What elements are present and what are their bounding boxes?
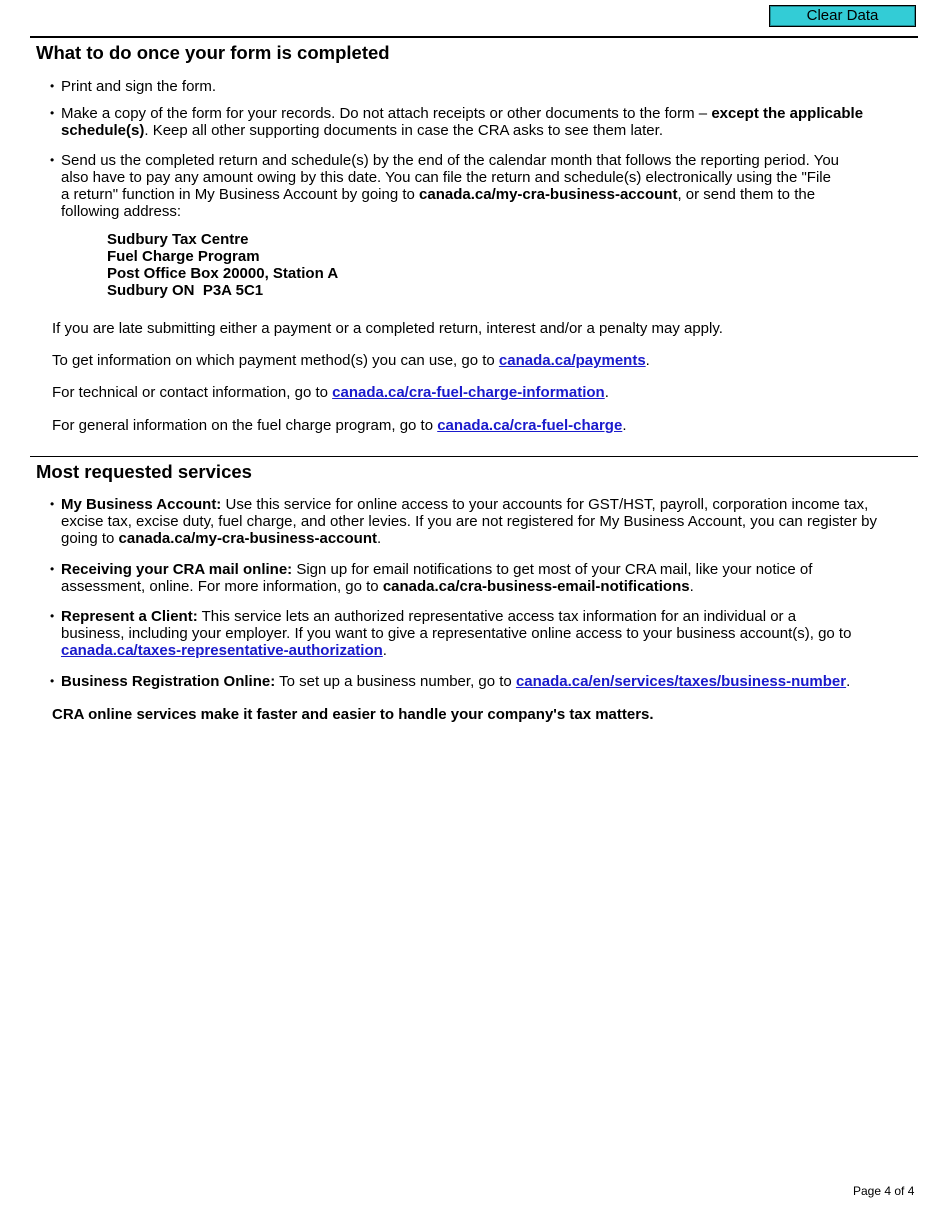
mailing-address: Sudbury Tax Centre Fuel Charge Program Post Office Box 20000, Station A Sudbury ON P3A 5C1 xyxy=(107,231,339,299)
representative-authorization-link[interactable]: canada.ca/taxes-representative-authorization xyxy=(61,642,383,659)
payments-link[interactable]: canada.ca/payments xyxy=(498,352,646,369)
technical-info: For technical or contact information, go to canada.ca/cra-fuel-charge-information. xyxy=(52,384,609,401)
fuel-charge-information-link[interactable]: canada.ca/cra-fuel-charge-information xyxy=(332,384,605,401)
clear-data-button[interactable]: Clear Data xyxy=(769,5,916,27)
section-divider xyxy=(30,36,918,38)
list-item: • Represent a Client: This service lets an authorized representative access tax information for an individual or a business, including your employer. If you want to give a representative online access to your business account(s), go to canada.ca/taxes-representative-authorization. xyxy=(61,608,861,659)
section-title-completed: What to do once your form is completed xyxy=(36,42,390,63)
list-item: • Receiving your CRA mail online: Sign up for email notifications to get most of your CRA mail, like your notice of assessment, online. For more information, go to canada.ca/cra-business-email-notifications. xyxy=(61,561,861,595)
fuel-charge-link[interactable]: canada.ca/cra-fuel-charge xyxy=(437,417,623,434)
list-item: • My Business Account: Use this service for online access to your accounts for GST/HST, payroll, corporation income tax, excise tax, excise duty, fuel charge, and other levies. If you are not registered for My Business Account, you can register by going to canada.ca/my-cra-business-account. xyxy=(61,496,911,547)
business-number-link[interactable]: canada.ca/en/services/taxes/business-number xyxy=(515,673,847,690)
payment-info: To get information on which payment method(s) you can use, go to canada.ca/payments. xyxy=(52,352,650,369)
page-number: Page 4 of 4 xyxy=(853,1184,915,1198)
general-info: For general information on the fuel charge program, go to canada.ca/cra-fuel-charge. xyxy=(52,417,627,434)
section-title-services: Most requested services xyxy=(36,461,252,482)
list-item: • Print and sign the form. xyxy=(61,78,911,95)
late-notice: If you are late submitting either a payment or a completed return, interest and/or a penalty may apply. xyxy=(52,320,723,337)
section-divider xyxy=(30,456,918,457)
closing-statement: CRA online services make it faster and easier to handle your company's tax matters. xyxy=(52,706,654,723)
list-item: • Make a copy of the form for your records. Do not attach receipts or other documents to the form – except the applicable schedule(s). Keep all other supporting documents in case the CRA asks to see them later. xyxy=(61,105,911,139)
list-item: • Business Registration Online: To set up a business number, go to canada.ca/en/services/taxes/business-number. xyxy=(61,673,911,690)
list-item: • Send us the completed return and schedule(s) by the end of the calendar month that follows the reporting period. You also have to pay any amount owing by this date. You can file the return and schedule(s) electronically using the "File a return" function in My Business Account by going to canada.ca/my-cra-business-account, or send them to the following address: xyxy=(61,152,841,220)
